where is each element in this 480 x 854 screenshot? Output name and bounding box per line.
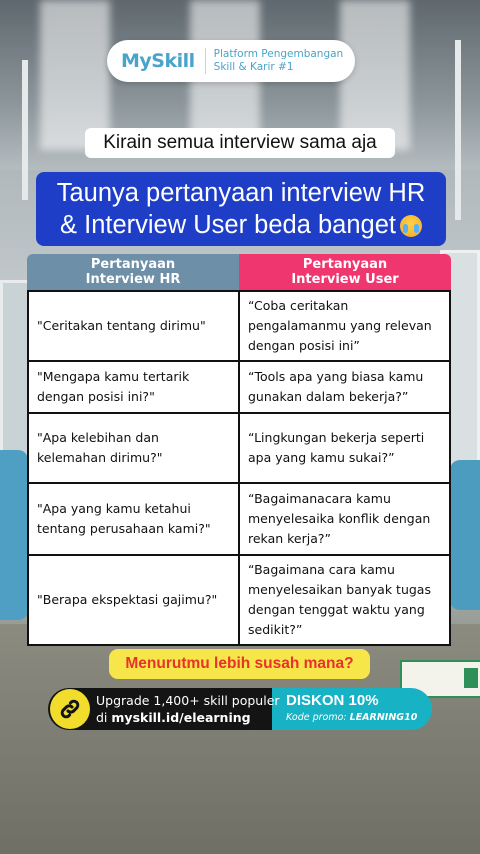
hr-question: "Berapa ekspektasi gajimu?" — [29, 556, 240, 644]
link-icon — [50, 689, 90, 729]
user-question: “Bagaimanacara kamu menyelesaika konflik dengan rekan kerja?” — [248, 491, 431, 546]
headline — [36, 172, 446, 246]
table-body — [27, 290, 451, 646]
brand-name: MySkill — [121, 50, 195, 72]
table-header — [27, 254, 451, 290]
headline-line2-wrap — [60, 209, 422, 241]
user-question: “Bagaimana cara kamu menyelesaikan banyak tugas dengan tenggat waktu yang sedikit?” — [248, 562, 431, 637]
promo-line1: Upgrade 1,400+ skill populer — [96, 693, 280, 708]
handrail — [455, 40, 461, 220]
table-row — [29, 360, 449, 412]
hr-question: "Apa kelebihan dan kelemahan dirimu?" — [29, 414, 240, 482]
table-row — [29, 554, 449, 644]
promo-line2-prefix: di — [96, 710, 112, 725]
brand-logo-pill — [107, 40, 355, 82]
loudly-crying-face-icon — [400, 215, 422, 237]
promo-code — [286, 712, 417, 723]
user-question: “Coba ceritakan pengalamanmu yang relevan dengan posisi ini” — [248, 298, 432, 353]
handrail — [22, 60, 28, 200]
header-user: Pertanyaan Interview User — [239, 254, 451, 290]
brand-tagline: Platform Pengembangan Skill & Karir #1 — [213, 48, 344, 73]
table-row — [29, 482, 449, 554]
headline-line1: Taunya pertanyaan interview HR — [56, 179, 426, 207]
user-question: “Tools apa yang biasa kamu gunakan dalam bekerja?” — [248, 369, 424, 404]
interview-comparison-table — [27, 254, 451, 646]
hr-question: "Mengapa kamu tertarik dengan posisi ini?" — [29, 362, 240, 412]
promo-link[interactable]: myskill.id/elearning — [111, 710, 251, 725]
promo-banner[interactable] — [48, 688, 432, 730]
header-hr: Pertanyaan Interview HR — [27, 254, 239, 290]
user-question: “Lingkungan bekerja seperti apa yang kamu sukai?” — [248, 430, 425, 465]
caption-top: Kirain semua interview sama aja — [85, 128, 395, 158]
promo-line2 — [96, 710, 251, 725]
headline-line2: & Interview User beda banget — [60, 211, 396, 239]
hr-question: "Ceritakan tentang dirimu" — [29, 292, 240, 360]
question-banner: Menurutmu lebih susah mana? — [109, 649, 370, 679]
table-row — [29, 412, 449, 482]
seat-left — [0, 450, 28, 620]
promo-code-label: Kode promo: — [286, 712, 350, 723]
hr-question: "Apa yang kamu ketahui tentang perusahaan kami?" — [29, 484, 240, 554]
promo-code-value: LEARNING10 — [349, 712, 418, 723]
discount-label: DISKON 10% — [286, 692, 379, 709]
seat-right — [450, 460, 480, 610]
table-row — [29, 292, 449, 360]
logo-divider — [205, 48, 206, 74]
